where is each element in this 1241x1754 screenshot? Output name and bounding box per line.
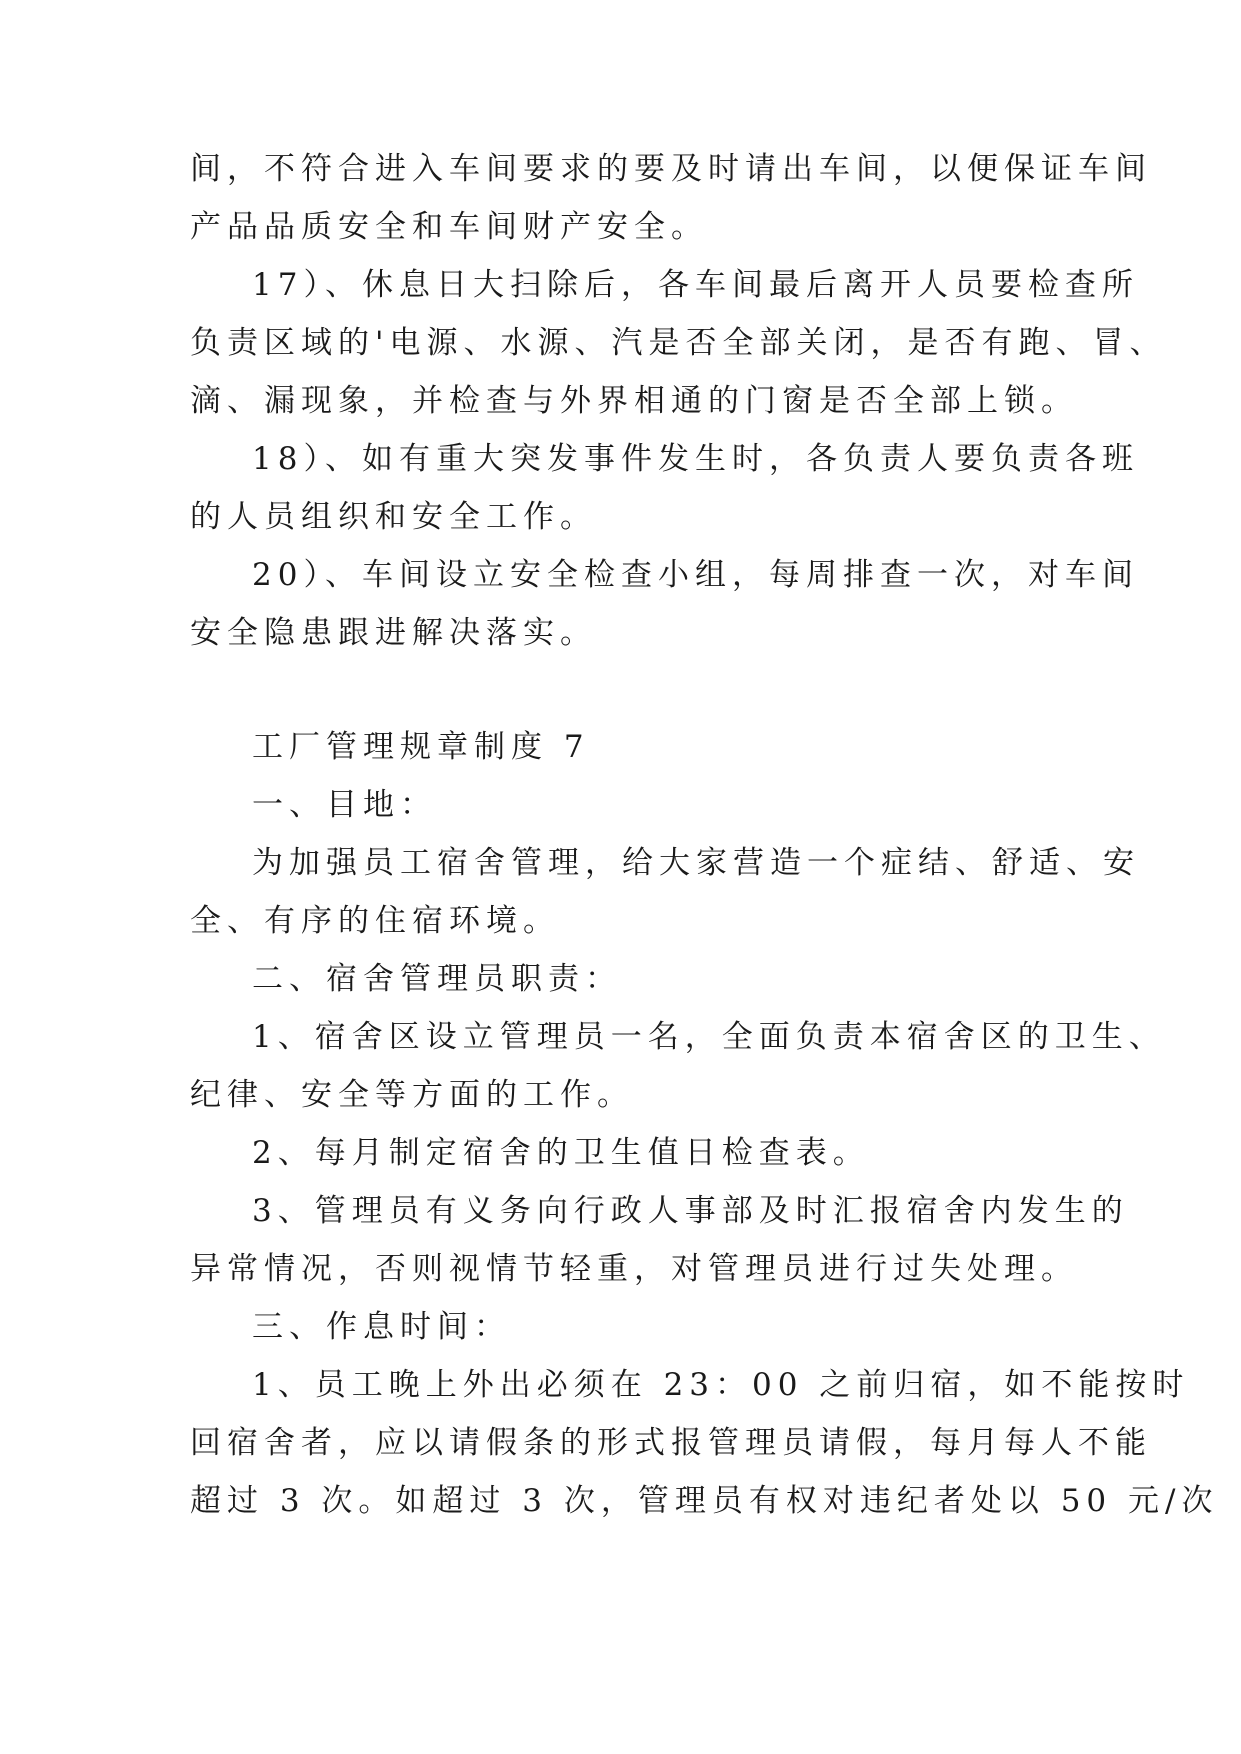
- text-line: 为加强员工宿舍管理，给大家营造一个症结、舒适、安: [252, 845, 1140, 881]
- text-line: 异常情况，否则视情节轻重，对管理员进行过失处理。: [190, 1251, 1078, 1287]
- section-heading: 一、目地：: [252, 787, 437, 823]
- text-line: 产品品质安全和车间财产安全。: [190, 209, 708, 245]
- text-line: 纪律、安全等方面的工作。: [190, 1077, 634, 1113]
- text-line: 3、管理员有义务向行政人事部及时汇报宿舍内发生的: [252, 1193, 1129, 1229]
- text-line: 17）、休息日大扫除后，各车间最后离开人员要检查所: [252, 267, 1139, 303]
- text-line: 全、有序的住宿环境。: [190, 903, 560, 939]
- text-line: 18）、如有重大突发事件发生时，各负责人要负责各班: [252, 441, 1139, 477]
- section-heading: 二、宿舍管理员职责：: [252, 961, 622, 997]
- text-line: 2、每月制定宿舍的卫生值日检查表。: [252, 1135, 870, 1171]
- text-line: 间，不符合进入车间要求的要及时请出车间，以便保证车间: [190, 151, 1152, 187]
- text-line: 负责区域的'电源、水源、汽是否全部关闭，是否有跑、冒、: [190, 325, 1167, 361]
- section-title: 工厂管理规章制度 7: [252, 729, 590, 765]
- text-line: 滴、漏现象，并检查与外界相通的门窗是否全部上锁。: [190, 383, 1078, 419]
- text-line: 1、员工晚上外出必须在 23：00 之前归宿，如不能按时: [252, 1367, 1190, 1403]
- text-line: 回宿舍者，应以请假条的形式报管理员请假，每月每人不能: [190, 1425, 1152, 1461]
- text-line: 20）、车间设立安全检查小组，每周排查一次，对车间: [252, 557, 1139, 593]
- text-line: 1、宿舍区设立管理员一名，全面负责本宿舍区的卫生、: [252, 1019, 1166, 1055]
- text-line: 超过 3 次。如超过 3 次，管理员有权对违纪者处以 50 元/次: [190, 1483, 1219, 1519]
- text-line: 的人员组织和安全工作。: [190, 499, 597, 535]
- text-line: 安全隐患跟进解决落实。: [190, 615, 597, 651]
- section-heading: 三、作息时间：: [252, 1309, 511, 1345]
